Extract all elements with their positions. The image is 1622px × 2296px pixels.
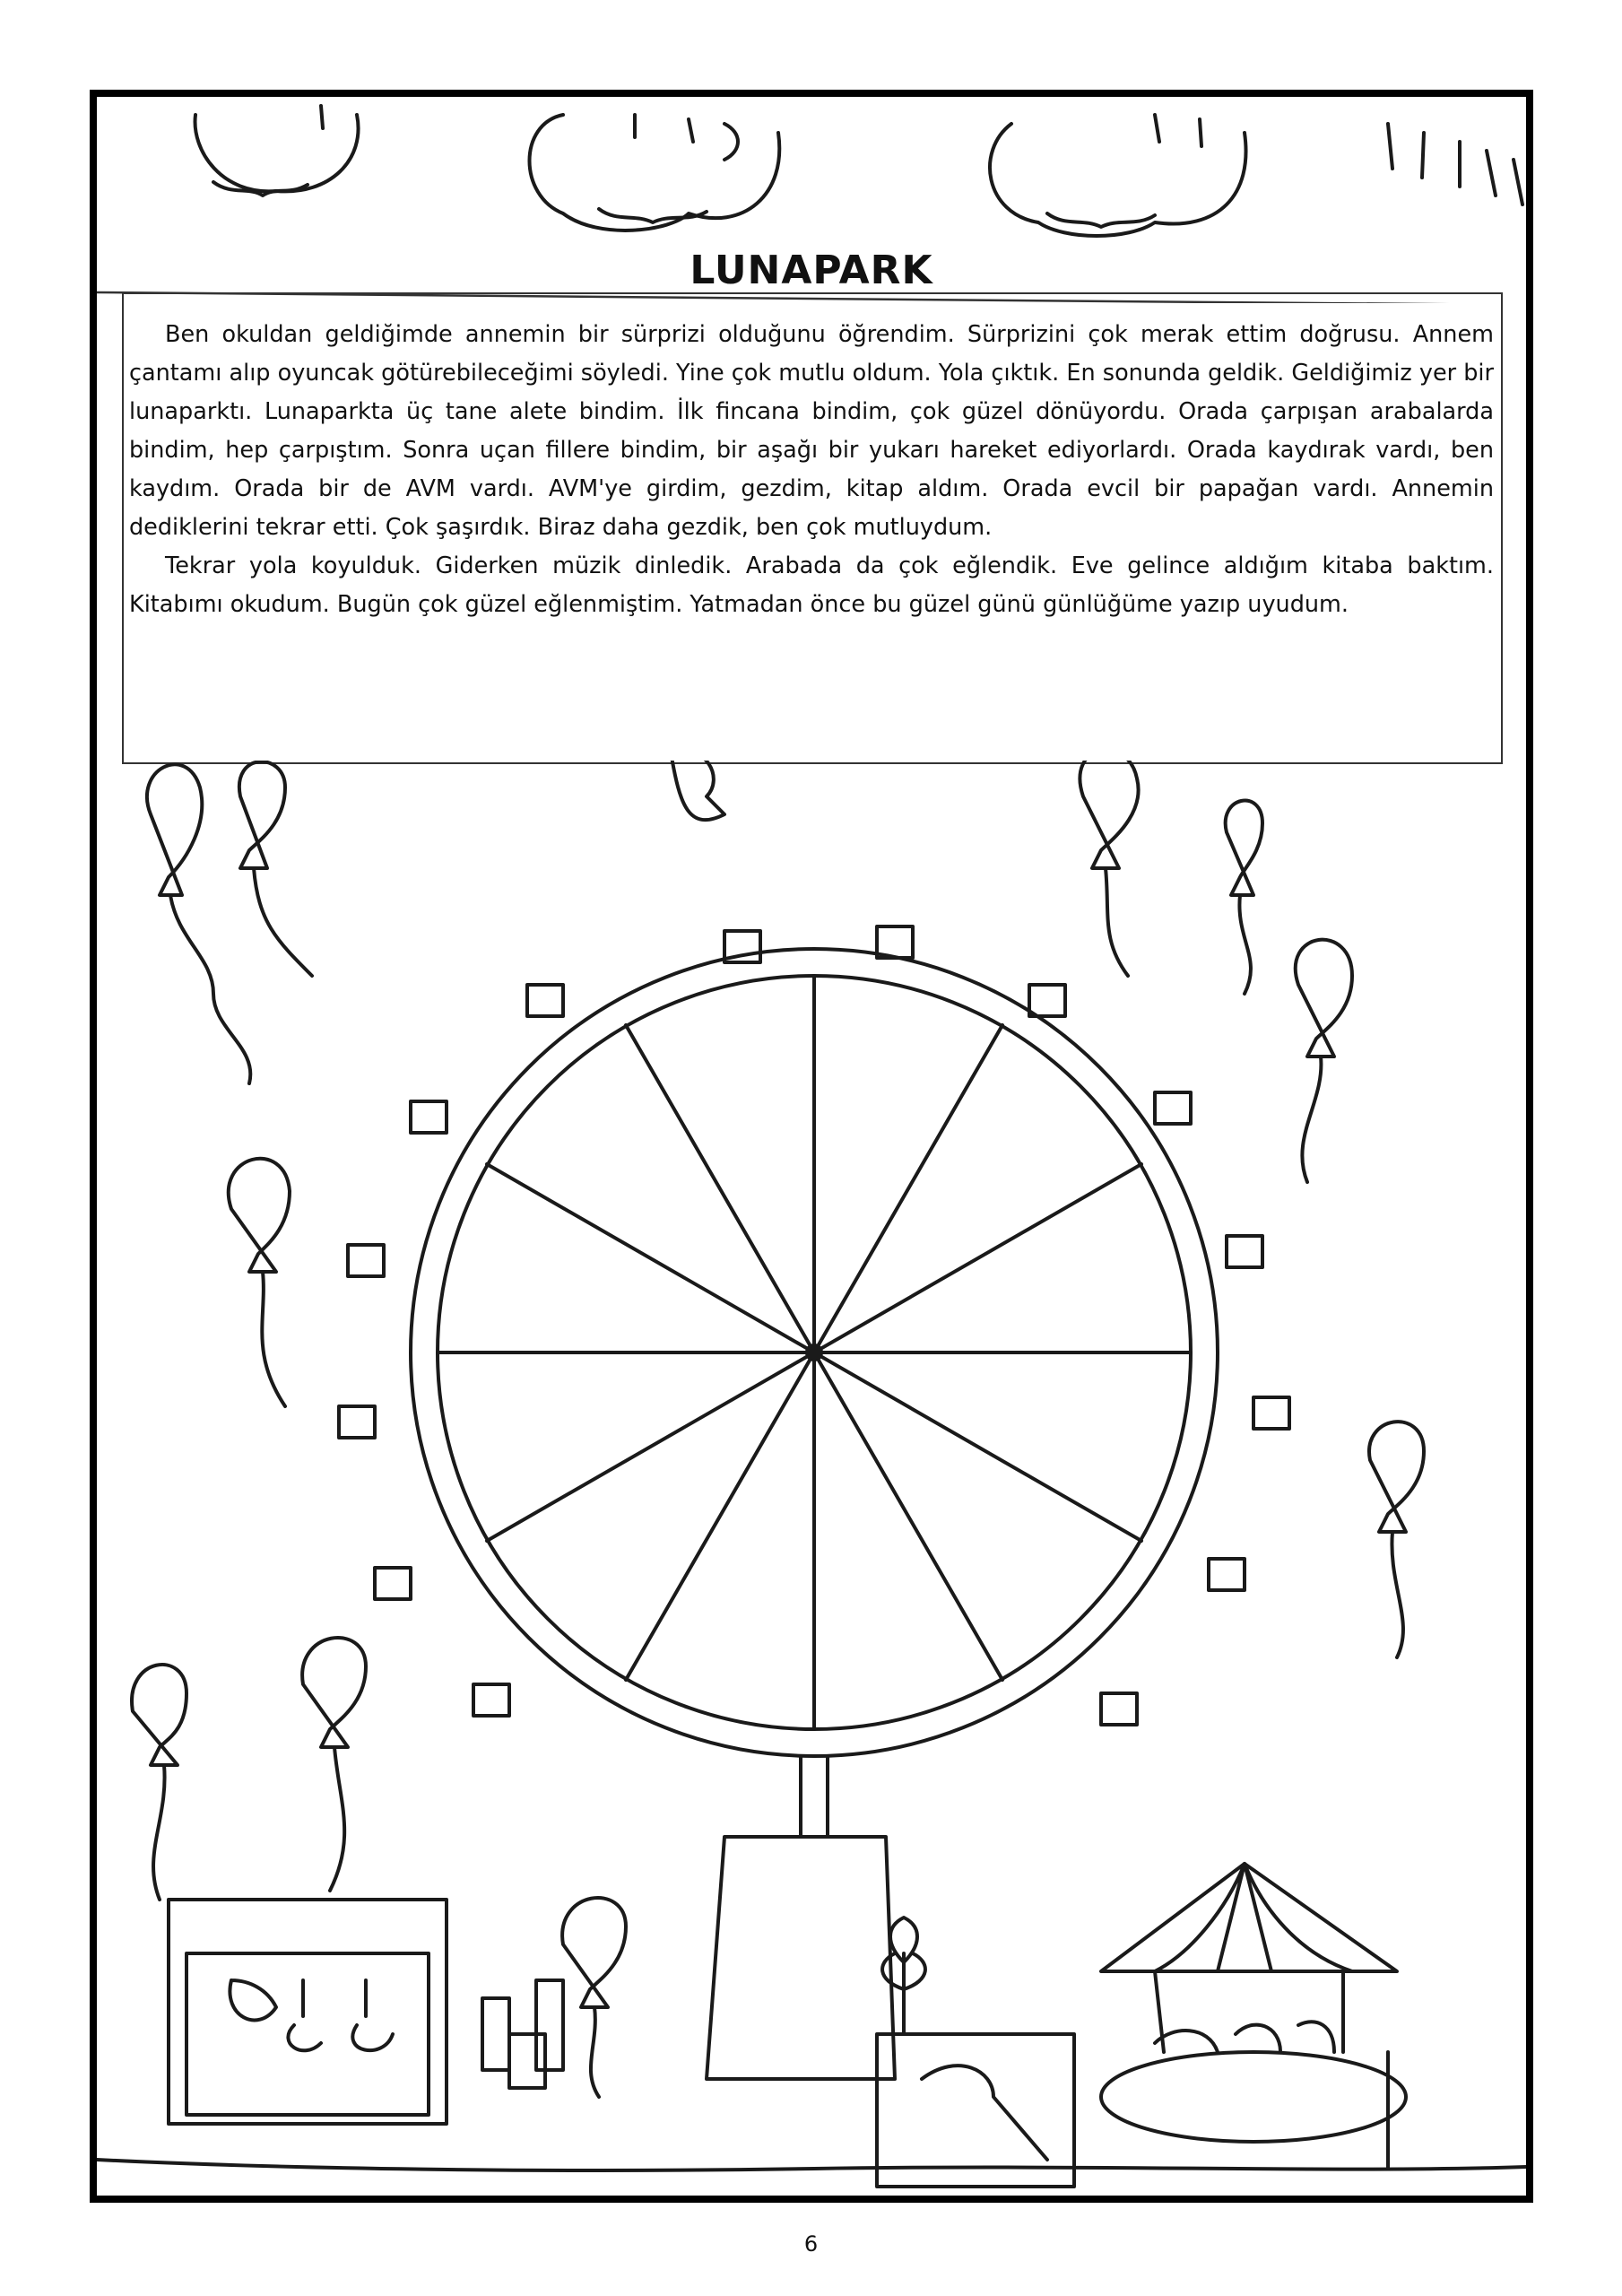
story-paragraph-1: Ben okuldan geldiğimde annemin bir sürprizi olduğunu öğrendim. Sürprizini çok merak ettim doğrusu. Annem çantamı alıp oyuncak götürebileceğimi söyledi. Yine çok mutlu oldum. Yola çıktık. En sonunda geldik. Geldiğimiz yer bir lunaparktı. Lunaparkta üç tane alete bindim. İlk fincana bindim, çok güzel dönüyordu. Orada çarpışan arabalarda bindim, hep çarpıştım. Sonra uçan fillere bindim, bir aşağı bir yukarı hareket ediyorlardı. Orada kaydırak vardı, ben kaydım. Orada bir de AVM vardı. AVM'ye girdim, gezdim, kitap aldım. Orada evcil bir papağan vardı. Annemin dediklerini tekrar etti. Çok şaşırdık. Biraz daha gezdik, ben çok mutluydum. bbox=[129, 321, 1494, 541]
balloon-3 bbox=[1226, 801, 1262, 994]
bunting bbox=[1388, 124, 1522, 204]
ground-line bbox=[97, 2160, 1526, 2170]
balloon-heart bbox=[1080, 761, 1138, 976]
lunapark-drawing bbox=[97, 761, 1526, 2196]
page-number: 6 bbox=[803, 2231, 819, 2257]
balloon-7 bbox=[132, 1665, 186, 1900]
wheel-pole bbox=[801, 1756, 828, 1837]
ferris-wheel bbox=[339, 926, 1289, 2079]
balloon-8 bbox=[302, 1638, 366, 1891]
page-frame bbox=[90, 90, 1533, 2203]
cloud-right bbox=[990, 124, 1246, 236]
bottles bbox=[482, 1980, 563, 2088]
wheel-hub bbox=[807, 1345, 821, 1360]
balloon-4 bbox=[1296, 940, 1352, 1182]
story-paragraph-2: Tekrar yola koyulduk. Giderken müzik dinledik. Arabada da çok eğlendik. Eve gelince aldığım kitaba baktım. Kitabımı okudum. Bugün çok güzel eğlenmiştim. Yatmadan önce bu güzel günü günlüğüme yazıp uyudum. bbox=[129, 552, 1494, 618]
wheel-base bbox=[707, 1837, 895, 2079]
story-text-box bbox=[122, 292, 1503, 764]
shop-booth bbox=[169, 1900, 447, 2124]
balloon-heart-ish bbox=[671, 761, 724, 820]
plant-stall bbox=[877, 1918, 1074, 2187]
balloon-6 bbox=[1369, 1422, 1424, 1657]
balloon-1 bbox=[147, 764, 250, 1083]
page-title: LUNAPARK bbox=[690, 248, 933, 293]
cloud-middle bbox=[530, 115, 780, 230]
balloon-5 bbox=[229, 1159, 290, 1406]
balloon-2 bbox=[239, 761, 312, 976]
balloon-9 bbox=[562, 1898, 626, 2097]
carousel bbox=[1101, 1864, 1406, 2169]
cloud-left bbox=[195, 115, 359, 191]
